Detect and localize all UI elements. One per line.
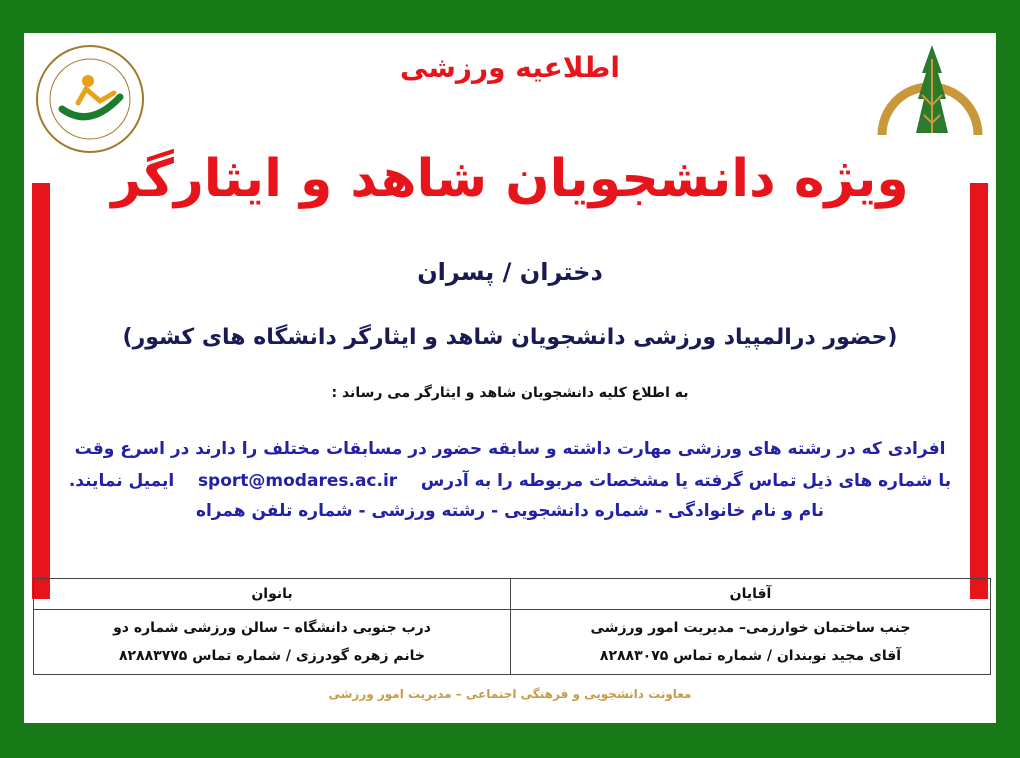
- women-location: درب جنوبی دانشگاه – سالن ورزشی شماره دو: [113, 620, 431, 636]
- right-red-bar: [970, 183, 988, 599]
- table-header-row: [34, 579, 991, 610]
- left-red-bar: [32, 183, 50, 599]
- gender-line: دختران / پسران: [417, 258, 603, 286]
- notice-line: به اطلاع کلیه دانشجویان شاهد و ایثارگر می رساند :: [331, 385, 689, 401]
- body-line-2-start: با شماره های ذیل تماس گرفته یا مشخصات مربوطه را به آدرس: [420, 471, 952, 491]
- body-line-2: [64, 471, 956, 491]
- table-row: [34, 610, 991, 675]
- email-address[interactable]: sport@modares.ac.ir: [197, 471, 398, 491]
- men-location: جنب ساختمان خوارزمی– مدیریت امور ورزشی: [590, 620, 911, 636]
- body-line-3: نام و نام خانوادگی - شماره دانشجویی - رشته ورزشی - شماره تلفن همراه: [195, 501, 825, 521]
- men-header: آقایان: [510, 579, 990, 610]
- women-contact-cell: [34, 610, 511, 675]
- women-contact: خانم زهره گودرزی / شماره تماس ۸۲۸۸۳۷۷۵: [118, 648, 426, 664]
- main-title: ویژه دانشجویان شاهد و ایثارگر: [111, 149, 909, 209]
- women-header: بانوان: [34, 579, 511, 610]
- contact-table: [33, 578, 991, 675]
- olympiad-subtitle: (حضور درالمپیاد ورزشی دانشجویان شاهد و ایثارگر دانشگاه های کشور): [122, 325, 898, 350]
- footer-credit: معاونت دانشجویی و فرهنگی اجتماعی – مدیریت امور ورزشی: [328, 687, 692, 701]
- body-line-2-end: ایمیل نمایند.: [68, 471, 175, 491]
- men-contact: آقای مجید نوبندان / شماره تماس ۸۲۸۸۳۰۷۵: [599, 648, 902, 664]
- announcement-label: اطلاعیه ورزشی: [399, 51, 621, 84]
- men-contact-cell: [510, 610, 990, 675]
- body-line-1: افرادی که در رشته های ورزشی مهارت داشته و سابقه حضور در مسابقات مختلف را دارند در اسرع وقت: [74, 439, 946, 459]
- announcement-poster: [24, 33, 996, 723]
